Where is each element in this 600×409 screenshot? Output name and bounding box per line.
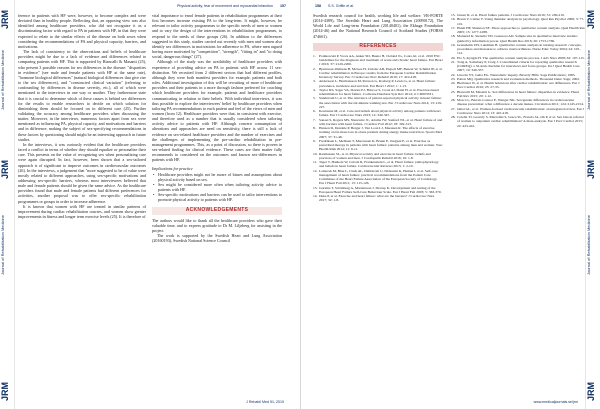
right-jrm-tag: JRM: [586, 10, 596, 30]
reference-item: 15. Glaser R, et al. Heart failure patients. J Cardiovasc Nurs 2016; 31: 200-210.: [451, 13, 565, 17]
left-col2-paragraph: vital importance to enrol female patients in rehabilitation programmes at their first becomes increase existing PA to the long-term. It might, however, be relevant to tailor activity programmes to the specific needs of men or women and to vary the design of the interventions in rehabilitation programmes, to respond to the needs of these groups (26). In addition to the differences suggested in this study, studies carried out recently with men and women also identify sex differences in motivations for adherence to PA, where men argued having more motivated by "competition", "strength", "fitting in" and "to doing social, dangerous things" (27).: [152, 13, 282, 60]
right-column-2: [451, 13, 585, 128]
right-journal-name: Journal of Rehabilitation Medicine: [586, 50, 591, 111]
reference-item: 5. Sundstrom U, et al. The relevance of patient-reported physical activity in heart failure: the association with the six-minute walking test. Eur J Cardiovasc Nurs 2014; 13: 219-227.: [313, 96, 443, 109]
reference-item: 27. Ghisi GL, et al. Women-focused cardiovascular rehabilitation: an integrated review. Eur J Cardiovasc Nurs 2014; 13: 410-418.: [451, 106, 585, 115]
left-col1-paragraph: ference in patients with HF were, however, to become complex and were deviated than in healthy people. Reflecting that, an opposing view was also identified among healthcare providers, who did not recognize it as a discriminating factor with regard to PA in patients with HF, in that they were expected to relate to the similar effects of the disease on both sexes when considering the recommendations of PA and physical capacity, barriers, and motivations.: [18, 13, 146, 49]
reference-item: 4. Taylor RS, Sagar VA, Davies EJ, Briscoe S, Coats AJ, Dalal H, et al. Exercise-based rehabilitation for heart failure. Cochrane Database Syst Rev 2014; 4: CD003331.: [313, 87, 439, 97]
reference-item: 7. Sanaei S, Rogers MS, Nunewitz JC, Adams JW, Sanford NL, et al. Heart failure of and with barriers with heart failure. J Cardiac Fail 2012; 18: 302-313.: [313, 117, 443, 126]
implications-title: Implications for practice: [152, 165, 193, 171]
left-journal-name-2: Journal of Rehabilitation Medicine: [0, 215, 5, 276]
ack-paragraph: The work is supported by the Swedish Heart and Lung Association (20160193), Swedish National Science Council: [152, 233, 282, 244]
left-jrm-tag: JRM: [0, 10, 10, 30]
left-footer: J Rehabil Med 51, 2019: [246, 400, 284, 404]
reference-item: 25. Biancalli M, Masanti G. Sex differences in heart failure: disparities in evidence. Heart Fail Rev 2015; 20: 1-12.: [451, 89, 580, 98]
reference-item: 1. Ponikowski P, Voors AA, Anker SD, Bueno H, Cleland JG, Coats AJ, et al. 2016 ESC Guidelines for the diagnosis and treatment of acute and chronic heart failure. Eur Heart J 2016; 37: 2129-2200.: [313, 53, 443, 67]
left-col1-paragraph: In the interviews, it was curiously evident that the healthcare providers faced a conflict in terms of whether they should equalize or personalize their care. This presents on the value of recognizing sex when personalizing care were again disrupted. In fact, however, been shown that a sex-tailored approach is of significant to improve outcomes in cardiovascular outcomes (26). In the interviews, a judgement that "more suggested to be of value were mostly related to different approaches, using sex-specific motivations and addressing sex-specific barriers, whereas most interviewees believed that male and female patients should be given the same advice. As the healthcare providers found that male and female patients had different preferences for activities, another proposal was to offer sex-specific rehabilitation programmes or groups in order to increase adherence.: [18, 141, 146, 204]
right-jrm-tag-3: JRM: [586, 381, 596, 401]
reference-item: 10. Rasmussen SL, et al. Physical activity and exercise in heart failure: beliefs and practices of women and men. J Cardiopulm Rehabil 2016; 16: 1-8.: [313, 151, 431, 160]
reference-item: 18. Malterud K, Siersma VD, Guassora AD. Sample size in qualitative interview studies: guided by information power. Qual Health Res 2016; 26: 1753-1760.: [451, 34, 578, 43]
left-column-1: [18, 13, 146, 219]
reference-item: 22. Lincoln YS, Guba EG. Naturalistic inquiry. Beverly Hills: Sage Publications; 1985.: [451, 72, 576, 77]
left-column-2: [152, 13, 282, 244]
left-running-head: [177, 4, 286, 8]
implication-item: • Sex-specific motivations and barriers can be used to tailor interventions to promote physical activity to patients with HF.: [152, 192, 282, 202]
reference-item: 16. Braun V, Clarke V. Using thematic analysis in psychology. Qual Res Psychol 2006; 3: 77-101.: [451, 17, 585, 26]
left-jrm-tag-2: JRM: [0, 160, 10, 180]
references-list-1: [313, 54, 443, 203]
right-footer: www.medicaljournals.se/jrm: [533, 400, 578, 404]
left-col1-paragraph: The lack of consistency in the observations and beliefs of healthcare providers might be due to a lack of evidence and differences related to comparing patients with HF. This is supported by Biancalli & Masanti (25), who present 3 possible reasons for sex differences in the disease: "disparities in evidence" (see male and female patients with HF at the same rate), "hormone biological differences" (natural biological differences that give rise to the sex differences), and "constructed clinical variation" (referring to confounding by differences in disease severity, etc.), all of which were mentioned to the interviews in one way or another. They furthermore state that it is crucial to determine which of these causes is behind sex differences for the results to enable researchers to decide on which solution for diminishing them should be focused on in different care (25). Further validating the accuracy among healthcare providers when discussing the matter. Moreover, in the interviews, numerous factors apart from sex were mentioned as influencing PA, physical capacity, and motivations and barriers and in difference, making the subject of sex-specifying recommendations in these factors by questioning should might be an interesting approach in future studies.: [18, 49, 146, 142]
reference-item: 14. Deka P, et al. Exercise and heart failure: what are the barriers? J Cardiovasc Nurs 2017; 32: 1-8.: [313, 194, 435, 203]
right-journal-name-2: Journal of Rehabilitation Medicine: [586, 215, 591, 276]
reference-item: 20. Elo S, Kyngäs H. The qualitative content analysis process. J Adv Nurs 2008; 62: 107-115.: [451, 55, 585, 60]
reference-item: 8. Hansen D, Dendale P, Berger J, Van Loon LJ, Meeusen R. The effects of exercise training on fat-mass loss in obese patients during energy intake restriction. Sports Med 2007; 37: 31-46.: [313, 126, 442, 139]
left-jrm-tag-3: JRM: [0, 381, 10, 401]
reference-item: 19. Graneheim UH, Lundman B. Qualitative content analysis in nursing research: concepts, procedures and measures to achieve trustworthiness. Nurse Educ Today 2004; 24: 105-112.: [451, 42, 582, 56]
reference-item: 12. Lainscak M, Blue L, Clark AL, Dahlstrom U, Dickstein K, Ekman I, et al. Self-care management of heart failure: practical recommendations from the Patient Care Committee of the Heart Failure Association of the European Society of Cardiology. Eur J Heart Fail 2011; 13: 115-126.: [313, 168, 438, 186]
right-jrm-tag-2: JRM: [586, 160, 596, 180]
implication-item: • Sex might be considered more often when tailoring activity advice to patients with HF.: [152, 182, 282, 192]
reference-item: 23. Patton MQ. Qualitative research and evaluation methods. Thousand Oaks: Sage; 2002.: [451, 76, 580, 81]
ack-paragraph: The authors would like to thank all the healthcare providers who gave their valuable time, and to express gratitude to Dr M. Liljeberg for assisting in the project.: [152, 217, 282, 234]
reference-item: 6. Koutsiana M, et al. Care and beliefs about physical activity among patients with heart failure. Eur J Cardiovasc Nurs 2013; 12: 340-347.: [313, 109, 441, 118]
reference-item: 24. Bierbauer W, et al. Health behaviour after cardiac rehabilitation: sex differences. Eur J Prev Cardiol 2016; 23: 27-35.: [451, 81, 580, 90]
references-heading: REFERENCES: [313, 43, 443, 51]
reference-item: 28. Colella TJ, Gravely S, Marzolini S, Grace SL, Francis JA, Oh P, et al. Sex bias in referral of women to outpatient cardiac rehabilitation? A meta-analysis. Eur J Prev Cardiol 2015; 22: 423-441.: [451, 115, 584, 128]
reference-item: 21. Tong A, Sainsbury P, Craig J. Consolidated criteria for reporting qualitative research (COREQ): a 32-item checklist for interviews and focus groups. Int J Qual Health Care 2007; 19: 349-357.: [451, 59, 580, 73]
right-running-head: [315, 4, 354, 8]
reference-item: 13. Jaarsma T, Strömberg A, Martensson J, Dracup K. Development and testing of the European Heart Failure Self-Care Behaviour Scale. Eur J Heart Fail 2003; 5: 363-370.: [313, 185, 442, 194]
reference-item: 3. Andersson L, Hermansson M, Persson G, Rosberg P, Lewis G, et al. Heart failure: prevalence, incidence and survival. Eur Heart J 2012; 1: 1-13.: [313, 79, 436, 88]
left-col1-paragraph: It is known that women with HF are treated in similar patterns of improvement during cardiac rehabilitation courses, and women show greater improvements in fitness and longer term exercise levels (25). It is therefore of: [18, 203, 146, 220]
right-page-number: 158: [315, 4, 321, 8]
reference-item: 2. Bjarnason-Wehrens B, McGee H, Zwisler AD, Piepoli MF, Benzer W, Schmid JP, et al. Cardiac rehabilitation in Europe: results from the European Cardiac Rehabilitation Inventory Survey. Eur J Cardiovasc Prev Rehabil 2010; 17: 410-418.: [313, 66, 443, 80]
funding-text: Swedish research council for health, working life and welfare. VR-FORTE (2014-4389), The Swedish Heart and Lung Association (20090172), The World Life and Long-term Foundation (20140401), the Ekhaga Foundation (2014-46) and the National Research Council of Scotland Studies (FORSS 474661).: [313, 13, 443, 39]
reference-item: 26. Mosca L, Barrett-Connor E, Wenger NK. Sex/gender differences in cardiovascular disease prevention: what a difference a decade makes. Circulation 2011; 124: 2145-2154.: [451, 98, 584, 107]
right-page: [300, 0, 600, 409]
reference-item: 17. Hsieh HF, Shannon SE. Three approaches to qualitative content analysis. Qual Health Res 2005; 15: 1277-1288.: [451, 25, 585, 34]
left-running-head-text: Physical activity, fear of movement and myocardial infarction: [176, 4, 273, 8]
reference-item: 11. Tager T, Hanholz W, Cebola R, Frankenstein L, et al. Heart failure: pathophysiology and beliefs in heart failure. Cardiovascular Reviews 2013; 1: 2-10.: [313, 160, 439, 169]
implications-list: [152, 172, 282, 203]
reference-item: 9. Fredriksen L, Mehlsen T, Marcussen K, Bruun E, Jungsen E, et al. Exercise as prescribed therapy in patients with heart failure: patterns among men and women. Vasc Health Risk 2014; 11: 6-11.: [313, 138, 443, 152]
references-list-2: [451, 13, 585, 128]
left-col2-paragraph: Although of the study was the availability of healthcare providers with experience of providing advice on PA to patients with HF across 11 sex-distinction. We recruited from 2 different sectors that had different profiles, although they were both manifest providers for example, patients and both roles. Additional investigation of this will be recruiting of more of healthcare providers and their patients in a more through fashion preferred for coaching which healthcare providers for example, patients and healthcare providers communicating in relation to their beliefs. With individual interviews, it was thus possible to explore the interviewees' belief by healthcare providers when tailoring PA recommendations to each patient and feel of the views of men and women (from 12). Healthcare providers were that, in consistent with exercise, and therefore used as a number that is usually considered when tailoring activity advice to patients with HF. Although concern consumption of alterations and approaches are need on sensitivity, there is still a lack of evidence on sex-related healthcare providers and the number of exercises and the challenges of implementing the pre-cardiac rehabilitation in pre-management programmes. This, as a point of discussion, so there is proven in sex-related finding for clinical evidence. These cases are their matter fully recommends to considered on the outcomes and known sex-differences in patients with HF.: [152, 59, 282, 163]
right-running-head-text: S.S. Griffin et al.: [328, 4, 355, 8]
left-page-number: 157: [280, 4, 286, 8]
right-column-1: [313, 13, 443, 203]
implication-item: • Healthcare providers might not be aware of biases and assumptions about physical activity based on sex.: [152, 172, 282, 182]
acknowledgements-heading: ACKNOWLEDGEMENTS: [152, 207, 282, 215]
left-journal-name: Journal of Rehabilitation Medicine: [0, 50, 5, 111]
